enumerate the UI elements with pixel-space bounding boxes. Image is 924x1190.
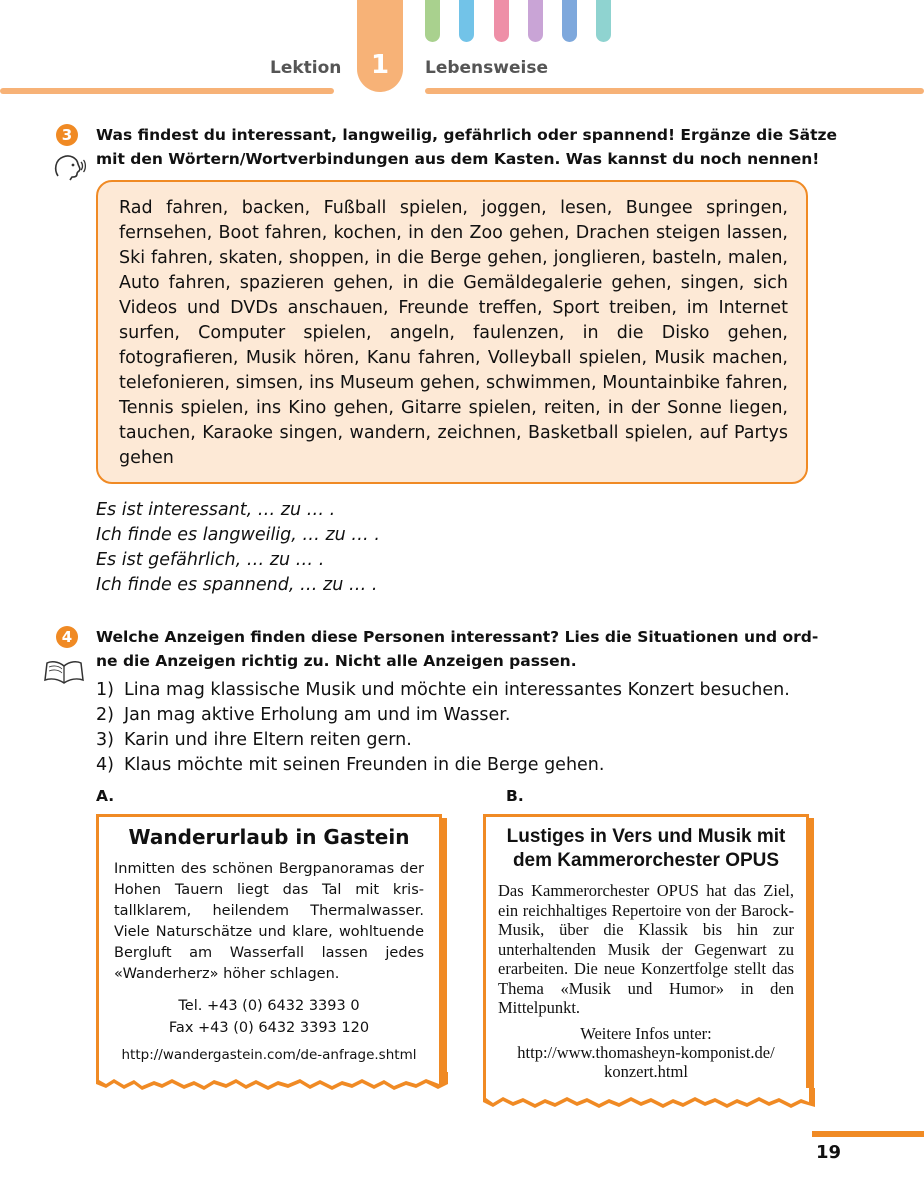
ad-b-url-line2: konzert.html bbox=[604, 1061, 688, 1081]
color-tab-6 bbox=[596, 0, 611, 42]
ad-a-contact bbox=[99, 995, 439, 1039]
color-tab-5 bbox=[562, 0, 577, 42]
situation-number: 2) bbox=[96, 705, 114, 725]
task-3-number: 3 bbox=[56, 124, 78, 146]
ad-b-shadow bbox=[809, 818, 814, 1096]
color-tab-3 bbox=[494, 0, 509, 42]
situation-2 bbox=[96, 703, 510, 728]
situation-number: 1) bbox=[96, 680, 114, 700]
lesson-title: Lebensweise bbox=[425, 58, 548, 78]
task-4-number: 4 bbox=[56, 626, 78, 648]
ad-a-title: Wanderurlaub in Gastein bbox=[128, 825, 410, 849]
situation-1 bbox=[96, 678, 790, 703]
ad-b-title: Lustiges in Vers und Musik mit dem Kammerorchester OPUS bbox=[506, 826, 786, 871]
sentence-1: Es ist interessant, … zu … . bbox=[96, 500, 336, 520]
task-4-instruction-line1: Welche Anzeigen finden diese Personen interessant? Lies die Situationen und ord- bbox=[96, 628, 819, 646]
situation-number: 4) bbox=[96, 755, 114, 775]
page-number: 19 bbox=[816, 1142, 842, 1163]
ad-a-fax: Fax +43 (0) 6432 3393 120 bbox=[168, 1020, 370, 1036]
lesson-label: Lektion bbox=[270, 58, 342, 78]
ad-b bbox=[483, 814, 809, 1096]
task-3-instruction-line2: mit den Wörtern/Wortverbindungen aus dem Kasten. Was kannst du noch nennen! bbox=[96, 150, 820, 168]
color-tab-2 bbox=[459, 0, 474, 42]
task-3-instruction-line1: Was findest du interessant, langweilig, gefährlich oder spannend! Ergänze die Sätze bbox=[96, 126, 838, 144]
header-rule-right bbox=[425, 88, 924, 94]
ad-b-label: B. bbox=[506, 787, 524, 805]
header-rule-left bbox=[0, 88, 334, 94]
situation-number: 3) bbox=[96, 730, 114, 750]
task-4-instruction-line2: ne die Anzeigen richtig zu. Nicht alle Anzeigen passen. bbox=[96, 652, 577, 670]
ad-a-url: http://wandergastein.com/de-anfrage.shtml bbox=[121, 1047, 417, 1063]
sentence-3: Es ist gefährlich, … zu … . bbox=[96, 550, 325, 570]
word-box-text: Rad fahren, backen, Fußball spielen, joggen, lesen, Bungee springen, fernsehen, Boot fahren, kochen, in den Zoo gehen, Drachen steigen lassen, Ski fahren, skaten, shoppen, in die Berge gehen, jonglieren, basteln, malen, Auto fahren, spazieren gehen, in die Gemäldegalerie gehen, singen, sich Videos und DVDs anschauen, Freunde treffen, Sport treiben, im Internet surfen, Computer spielen, angeln, faulenzen, in die Disko gehen, fotografieren, Musik hören, Kanu fahren, Volleyball spielen, Musik machen, telefonieren, simsen, ins Museum gehen, schwimmen, Mountainbike fahren, Tennis spielen, ins Kino gehen, Gitarre spielen, reiten, in der Sonne liegen, tauchen, Karaoke singen, wandern, zeichnen, Basketball spielen, auf Partys gehen bbox=[119, 198, 788, 468]
sentence-2: Ich finde es langweilig, … zu … . bbox=[96, 525, 380, 545]
color-tab-1 bbox=[425, 0, 440, 42]
ad-b-more-line1: Weitere Infos unter: bbox=[580, 1023, 712, 1043]
situation-text: Karin und ihre Eltern reiten gern. bbox=[124, 730, 412, 750]
situation-text: Klaus möchte mit seinen Freunden in die Berge gehen. bbox=[124, 755, 605, 775]
situation-text: Jan mag aktive Erholung am und im Wasser. bbox=[124, 705, 511, 725]
ad-a bbox=[96, 814, 442, 1080]
situation-3 bbox=[96, 728, 412, 753]
sentence-4: Ich finde es spannend, … zu … . bbox=[96, 575, 378, 595]
ad-b-torn-edge bbox=[483, 1088, 815, 1112]
ad-b-url-line1: http://www.thomasheyn-komponist.de/ bbox=[517, 1042, 775, 1062]
open-book-icon bbox=[44, 658, 84, 686]
listening-head-icon bbox=[52, 152, 86, 182]
ad-a-shadow bbox=[442, 818, 447, 1080]
footer-rule bbox=[812, 1131, 924, 1137]
color-tab-4 bbox=[528, 0, 543, 42]
ad-a-tel: Tel. +43 (0) 6432 3393 0 bbox=[178, 998, 360, 1014]
ad-a-body: Inmitten des schönen Bergpanoramas der Hohen Tauern liegt das Tal mit kristallklarem, heilendem Thermalwasser. Viele Naturschätze und klare, wohltuende Bergluft am Wasserfall lassen jedes «Wanderherz» höher schlagen. bbox=[114, 861, 424, 982]
situation-text: Lina mag klassische Musik und möchte ein interessantes Konzert besuchen. bbox=[124, 680, 790, 700]
ad-a-torn-edge bbox=[96, 1072, 448, 1094]
ad-b-body: Das Kammerorchester OPUS hat das Ziel, ein reichhaltiges Repertoire von der Barock-Musik, über die Klassik bis hin zur unterhaltenden Musik der Gegenwart zu erarbeiten. Die neue Konzertfolge stellt das Thema «Musik und Humor» in den Mittelpunkt. bbox=[498, 881, 794, 1017]
ad-a-label: A. bbox=[96, 787, 115, 805]
word-box bbox=[96, 180, 808, 484]
lesson-number: 1 bbox=[370, 50, 390, 80]
ad-b-more bbox=[486, 1024, 806, 1081]
situation-4 bbox=[96, 753, 604, 778]
